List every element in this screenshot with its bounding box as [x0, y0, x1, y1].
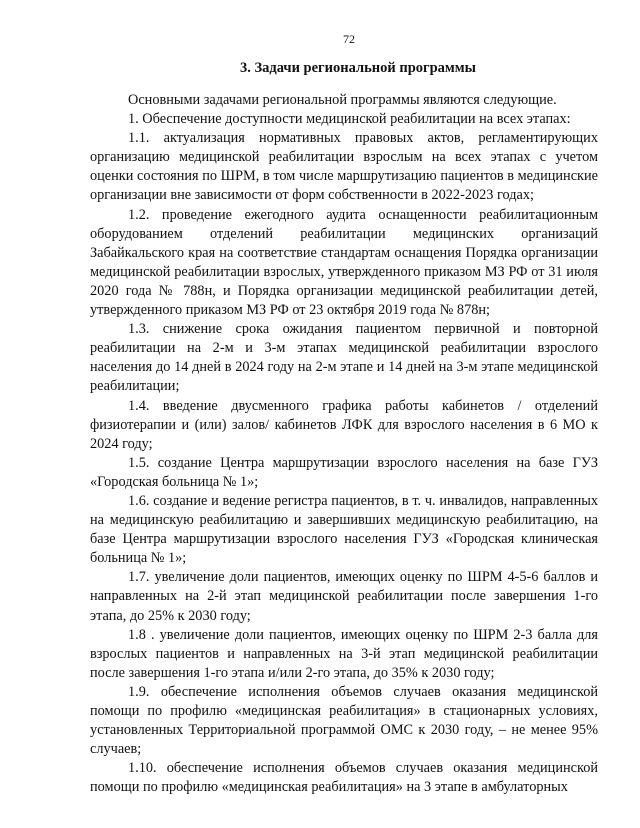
item-1-paragraph: 1. Обеспечение доступности медицинской реабилитации на всех этапах:	[128, 111, 571, 128]
page-number: 72	[343, 32, 355, 46]
item-1-10-paragraph: 1.10. обеспечение исполнения объемов случаев оказания медицинской помощи по профилю «медицинская реабилитация» на 3 этапе в амбулаторных	[90, 760, 598, 796]
item-1-7-paragraph: 1.7. увеличение доли пациентов, имеющих оценку по ШРМ 4-5-6 баллов и направленных на 2-й этап медицинской реабилитации после завершения 1-го этапа, до 25% к 2030 году;	[90, 569, 598, 624]
document-body	[90, 91, 598, 797]
intro-paragraph: Основными задачами региональной программы являются следующие.	[128, 92, 557, 108]
section-title: 3. Задачи региональной программы	[239, 60, 476, 76]
item-1-6-paragraph: 1.6. создание и ведение регистра пациентов, в т. ч. инвалидов, направленных на медицинскую реабилитацию и завершивших медицинскую реабилитацию, на базе Центра маршрутизации взрослого населения ГУЗ «Городская клиническая больница № 1»;	[90, 492, 598, 567]
item-1-4-paragraph: 1.4. введение двусменного графика работы кабинетов / отделений физиотерапии и (или) залов/ кабинетов ЛФК для взрослого населения в 6 МО к 2024 году;	[90, 397, 598, 452]
document-page	[90, 32, 598, 797]
item-1-1-paragraph: 1.1. актуализация нормативных правовых актов, регламентирующих организацию медицинской реабилитации взрослым на всех этапах с учетом оценки состояния по ШРМ, в том числе маршрутизацию пациентов в медицинские организации вне зависимости от форм собственности в 2022-2023 годах;	[90, 130, 598, 204]
item-1-3-paragraph: 1.3. снижение срока ожидания пациентом первичной и повторной реабилитации на 2-м и 3-м этапах медицинской реабилитации взрослого населения до 14 дней в 2024 году на 2-м этапе и 14 дней на 3-м этапе медицинской реабилитации;	[90, 321, 598, 395]
item-1-5-paragraph: 1.5. создание Центра маршрутизации взрослого населения на базе ГУЗ «Городская больница № 1»;	[90, 454, 598, 490]
item-1-8-paragraph: 1.8 . увеличение доли пациентов, имеющих оценку по ШРМ 2-3 балла для взрослых пациентов и направленных на 3-й этап медицинской реабилитации после завершения 1-го этапа и/или 2-го этапа, до 35% к 2030 году;	[90, 626, 598, 681]
item-1-9-paragraph: 1.9. обеспечение исполнения объемов случаев оказания медицинской помощи по профилю «медицинская реабилитация» в стационарных условиях, установленных Территориальной программой ОМС к 2030 году, – не менее 95% случаев;	[90, 683, 598, 758]
item-1-2-paragraph: 1.2. проведение ежегодного аудита оснащенности реабилитационным оборудованием отделений реабилитации медицинских организаций Забайкальского края на соответствие стандартам оснащения Порядка организации медицинской реабилитации взрослых, утвержденного приказом МЗ РФ от 31 июля 2020 года № 788н, и Порядка организации медицинской реабилитации детей, утвержденного приказом МЗ РФ от 23 октября 2019 года № 878н;	[90, 206, 598, 319]
